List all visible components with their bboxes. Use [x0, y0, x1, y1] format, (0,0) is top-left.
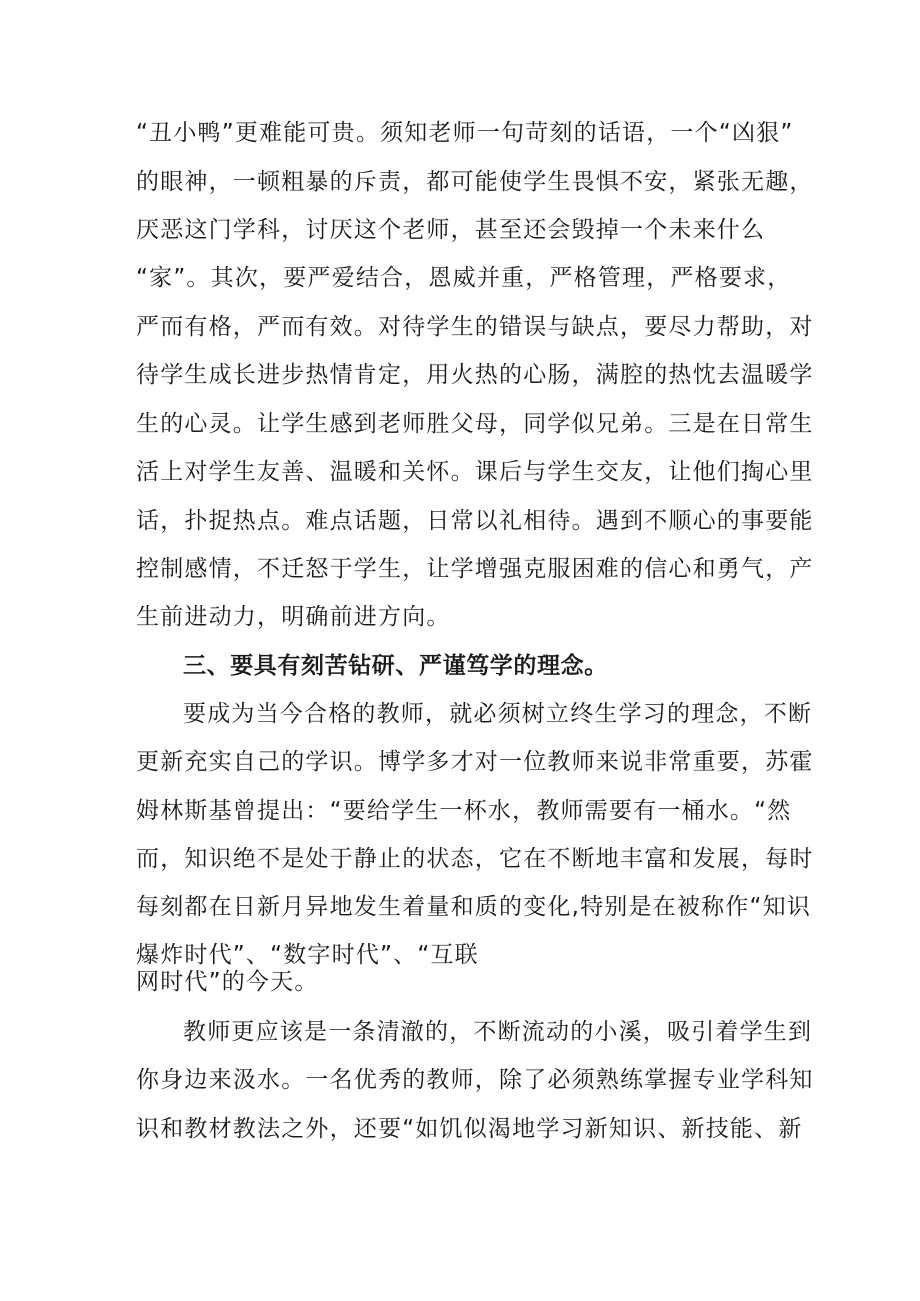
body-line: 教师更应该是一条清澈的，不断流动的小溪，吸引着学生到	[183, 1019, 813, 1045]
body-line: 要成为当今合格的教师，就必须树立终生学习的理念，不断	[183, 701, 813, 727]
body-line: 厌恶这门学科，讨厌这个老师，甚至还会毁掉一个未来什么	[136, 217, 766, 243]
body-line: 严而有格，严而有效。对待学生的错误与缺点，要尽力帮助，对	[136, 314, 814, 340]
body-line: “家”。其次，要严爱结合，恩威并重，严格管理，严格要求，	[136, 265, 792, 291]
section-heading: 三、要具有刻苦钻研、严谨笃学的理念。	[183, 653, 608, 679]
body-line: 而，知识绝不是处于静止的状态，它在不断地丰富和发展，每时	[136, 846, 814, 872]
body-line: 话，扑捉热点。难点话题，日常以礼相待。遇到不顺心的事要能	[136, 508, 814, 534]
body-line: 每刻都在日新月异地发生着量和质的变化,特别是在被称作“知识	[136, 894, 812, 920]
body-line: 识和教材教法之外，还要“如饥似渴地学习新知识、新技能、新	[136, 1116, 803, 1142]
body-line: 姆林斯基曾提出：“要给学生一杯水，教师需要有一桶水。“然	[136, 798, 792, 824]
body-line: 你身边来汲水。一名优秀的教师，除了必须熟练掌握专业学科知	[136, 1067, 814, 1093]
body-line: 网时代”的今天。	[136, 969, 319, 995]
body-line: 控制感情，不迁怒于学生，让学增强克服困难的信心和勇气，产	[136, 556, 814, 582]
body-line: 的眼神，一顿粗暴的斥责，都可能使学生畏惧不安，紧张无趣，	[136, 169, 814, 195]
body-line: 活上对学生友善、温暖和关怀。课后与学生交友，让他们掏心里	[136, 459, 814, 485]
body-line: 爆炸时代”、“数字时代”、“互联	[136, 942, 479, 968]
body-line: 生的心灵。让学生感到老师胜父母，同学似兄弟。三是在日常生	[136, 411, 814, 437]
body-line: 更新充实自己的学识。博学多才对一位教师来说非常重要，苏霍	[136, 749, 814, 775]
body-line: 生前进动力，明确前进方向。	[136, 604, 451, 630]
body-line: 待学生成长进步热情肯定，用火热的心肠，满腔的热忱去温暖学	[136, 362, 814, 388]
body-line: “丑小鸭”更难能可贵。须知老师一句苛刻的话语，一个“凶狠”	[136, 120, 794, 146]
